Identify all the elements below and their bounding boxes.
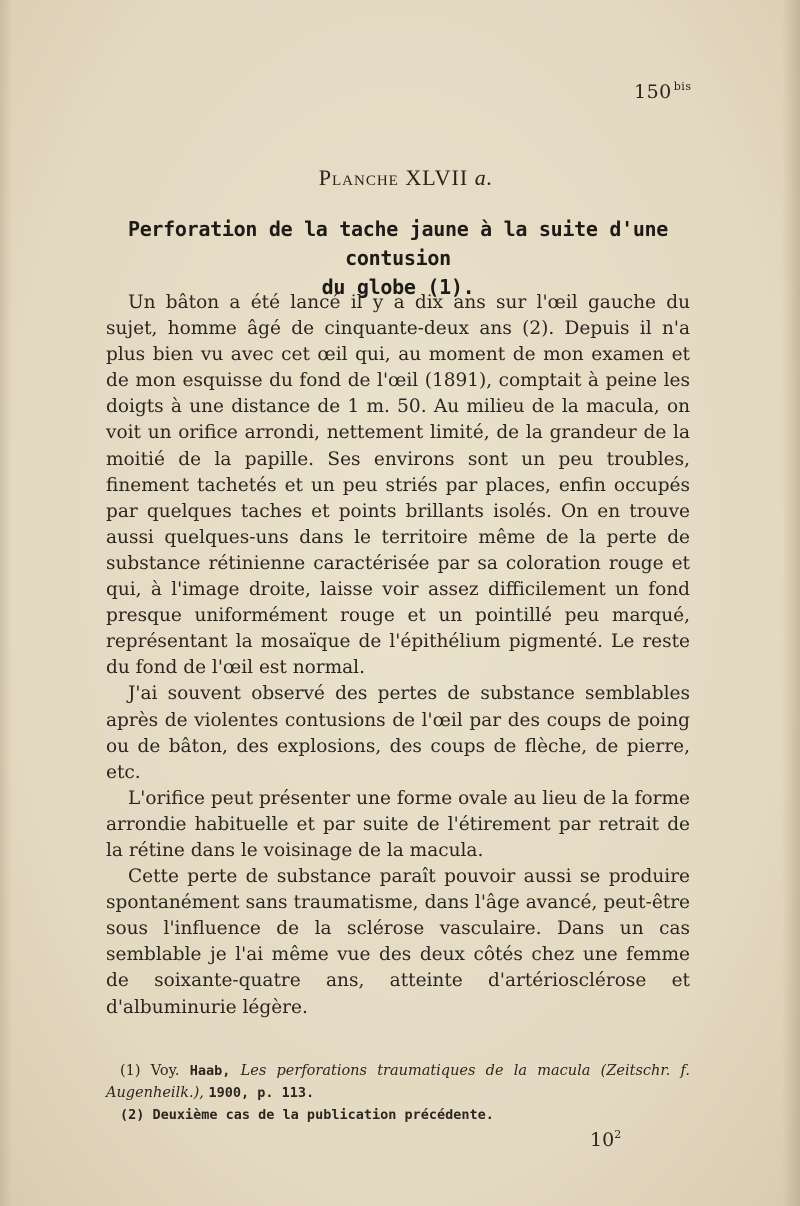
paragraph-2: J'ai souvent observé des pertes de substance semblables après de violentes contusions de l'œil par des coups de poing ou de bâton, des explosions, des coups de flèche, de pierre, etc. (106, 683, 690, 783)
paragraph-4: Cette perte de substance paraît pouvoir aussi se produire spontanément sans traumatisme, dans l'âge avancé, peut-être sous l'influence de la sclérose vasculaire. Dans un cas semblable je l'ai même vue des deux côtés chez une femme de soixante-quatre ans, atteinte d'artériosclérose et d'albuminurie légère. (106, 866, 690, 1018)
footnote-1-marker: (1) Voy. (120, 1063, 180, 1079)
heading-line-2: du globe (1). (321, 275, 475, 299)
footnotes (106, 1060, 690, 1126)
page-number-sup: bis (673, 80, 692, 93)
footnote-1-journal: (Zeitschr. f. Augenheilk.), (106, 1063, 690, 1101)
signature-main: 10 (590, 1129, 615, 1151)
signature-sup: 2 (614, 1128, 622, 1141)
heading-line-1: Perforation de la tache jaune à la suite d'une contusion (127, 217, 669, 270)
page-number (634, 80, 691, 103)
plate-title-suffix: a. (474, 165, 494, 190)
footnote-1 (106, 1060, 690, 1104)
footnote-1-author: Haab, (189, 1063, 231, 1079)
plate-title-text: Planche XLVII (318, 165, 469, 190)
article-heading (106, 215, 690, 302)
plate-title (0, 165, 800, 191)
paragraph-3: L'orifice peut présenter une forme ovale au lieu de la forme arrondie habituelle et par suite de l'étirement par retrait de la rétine dans le voisinage de la macula. (106, 787, 690, 861)
signature-mark (590, 1128, 621, 1151)
footnote-1-title: Les perforations traumatiques de la macula (240, 1063, 591, 1079)
footnote-2: (2) Deuxième cas de la publication précédente. (120, 1107, 494, 1123)
paragraph-1: Un bâton a été lancé il y a dix ans sur l'œil gauche du sujet, homme âgé de cinquante-deux ans (2). Depuis il n'a plus bien vu avec cet œil qui, au moment de mon examen et de mon esquisse du fond de l'œil (1891), comptait à peine les doigts à une distance de 1 m. 50. Au milieu de la macula, on voit un orifice arrondi, nettement limité, de la grandeur de la moitié de la papille. Ses environs sont un peu troubles, finement tachetés et un peu striés par places, enfin occupés par quelques taches et points brillants isolés. On en trouve aussi quelques-uns dans le territoire même de la perte de substance rétinienne caractérisée par sa coloration rouge et qui, à l'image droite, laisse voir assez difficilement un fond presque uniformément rouge et un pointillé peu marqué, représentant la mosaïque de l'épithélium pigmenté. Le reste du fond de l'œil est normal. (106, 292, 690, 679)
body-text (106, 290, 690, 1021)
page-number-main: 150 (634, 81, 672, 103)
footnote-1-rest: 1900, p. 113. (208, 1085, 315, 1101)
